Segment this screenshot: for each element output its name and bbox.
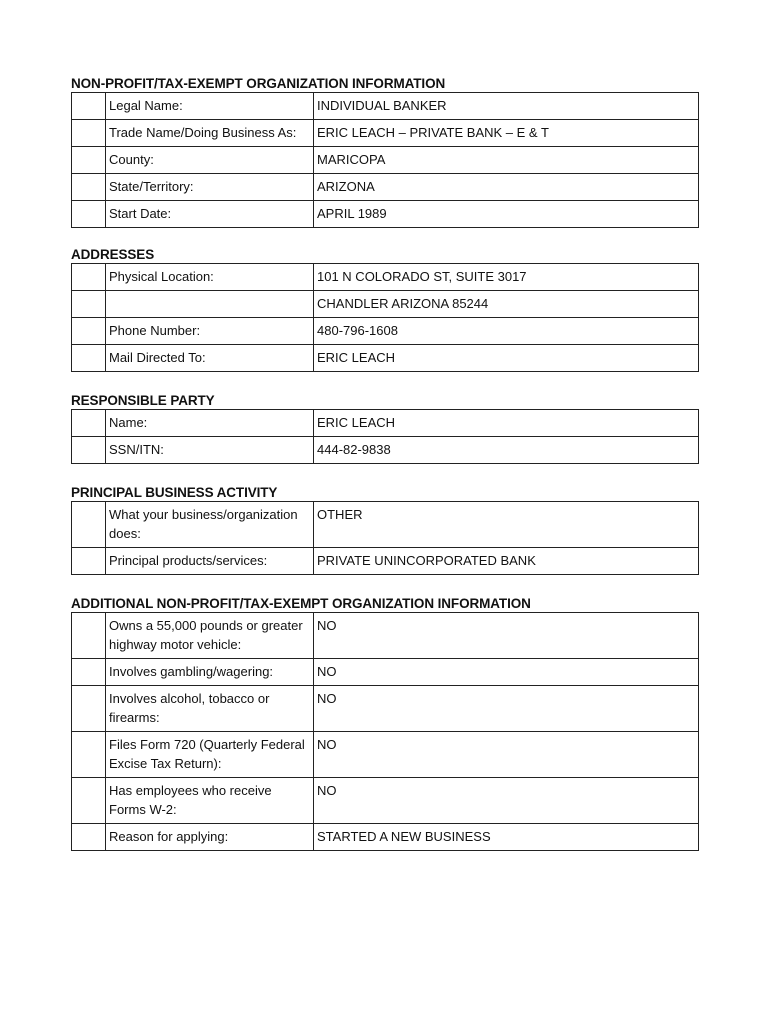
- row-marker-cell: [72, 613, 106, 659]
- field-value: NO: [314, 778, 699, 824]
- field-label: Name:: [106, 410, 314, 437]
- field-label: SSN/ITN:: [106, 437, 314, 464]
- field-value: ERIC LEACH: [314, 410, 699, 437]
- row-marker-cell: [72, 659, 106, 686]
- table-row: [72, 437, 699, 464]
- section-title: ADDRESSES: [71, 247, 155, 262]
- section-title: NON-PROFIT/TAX-EXEMPT ORGANIZATION INFORMATION: [71, 76, 446, 91]
- table-row: [72, 659, 699, 686]
- table-row: [72, 291, 699, 318]
- field-value: CHANDLER ARIZONA 85244: [314, 291, 699, 318]
- field-label: Physical Location:: [106, 264, 314, 291]
- field-label: Start Date:: [106, 201, 314, 228]
- field-value: 480-796-1608: [314, 318, 699, 345]
- info-table: [71, 501, 699, 575]
- section-addresses: [71, 246, 698, 372]
- table-row: [72, 345, 699, 372]
- row-marker-cell: [72, 410, 106, 437]
- row-marker-cell: [72, 93, 106, 120]
- row-marker-cell: [72, 732, 106, 778]
- field-value: NO: [314, 686, 699, 732]
- table-row: [72, 824, 699, 851]
- field-label: What your business/organization does:: [106, 502, 314, 548]
- table-row: [72, 147, 699, 174]
- table-row: [72, 502, 699, 548]
- field-value: ERIC LEACH: [314, 345, 699, 372]
- field-label: Reason for applying:: [106, 824, 314, 851]
- field-value: APRIL 1989: [314, 201, 699, 228]
- table-row: [72, 686, 699, 732]
- section-title: RESPONSIBLE PARTY: [71, 393, 215, 408]
- row-marker-cell: [72, 201, 106, 228]
- field-label: Mail Directed To:: [106, 345, 314, 372]
- field-value: INDIVIDUAL BANKER: [314, 93, 699, 120]
- table-row: [72, 613, 699, 659]
- row-marker-cell: [72, 147, 106, 174]
- table-row: [72, 732, 699, 778]
- field-value: NO: [314, 613, 699, 659]
- field-value: 444-82-9838: [314, 437, 699, 464]
- row-marker-cell: [72, 824, 106, 851]
- table-row: [72, 410, 699, 437]
- row-marker-cell: [72, 778, 106, 824]
- row-marker-cell: [72, 318, 106, 345]
- field-value: STARTED A NEW BUSINESS: [314, 824, 699, 851]
- field-value: ERIC LEACH – PRIVATE BANK – E & T: [314, 120, 699, 147]
- table-row: [72, 264, 699, 291]
- field-value: NO: [314, 659, 699, 686]
- row-marker-cell: [72, 291, 106, 318]
- section-organization-info: [71, 75, 698, 228]
- field-label: Principal products/services:: [106, 548, 314, 575]
- table-row: [72, 201, 699, 228]
- table-row: [72, 174, 699, 201]
- field-label: Has employees who receive Forms W-2:: [106, 778, 314, 824]
- table-row: [72, 93, 699, 120]
- field-label: Phone Number:: [106, 318, 314, 345]
- field-label: Involves alcohol, tobacco or firearms:: [106, 686, 314, 732]
- table-row: [72, 318, 699, 345]
- field-label: Legal Name:: [106, 93, 314, 120]
- section-responsible-party: [71, 392, 698, 464]
- info-table: [71, 409, 699, 464]
- field-label: State/Territory:: [106, 174, 314, 201]
- field-label: [106, 291, 314, 318]
- field-label: Involves gambling/wagering:: [106, 659, 314, 686]
- field-value: 101 N COLORADO ST, SUITE 3017: [314, 264, 699, 291]
- field-value: OTHER: [314, 502, 699, 548]
- row-marker-cell: [72, 345, 106, 372]
- row-marker-cell: [72, 686, 106, 732]
- section-additional-info: [71, 595, 698, 851]
- field-value: MARICOPA: [314, 147, 699, 174]
- section-title: PRINCIPAL BUSINESS ACTIVITY: [71, 485, 278, 500]
- row-marker-cell: [72, 174, 106, 201]
- info-table: [71, 263, 699, 372]
- table-row: [72, 120, 699, 147]
- section-title: ADDITIONAL NON-PROFIT/TAX-EXEMPT ORGANIZATION INFORMATION: [71, 596, 531, 611]
- field-label: Owns a 55,000 pounds or greater highway motor vehicle:: [106, 613, 314, 659]
- field-value: PRIVATE UNINCORPORATED BANK: [314, 548, 699, 575]
- info-table: [71, 612, 699, 851]
- row-marker-cell: [72, 120, 106, 147]
- info-table: [71, 92, 699, 228]
- field-value: ARIZONA: [314, 174, 699, 201]
- section-business-activity: [71, 484, 698, 575]
- table-row: [72, 548, 699, 575]
- field-label: Trade Name/Doing Business As:: [106, 120, 314, 147]
- row-marker-cell: [72, 264, 106, 291]
- row-marker-cell: [72, 548, 106, 575]
- field-value: NO: [314, 732, 699, 778]
- row-marker-cell: [72, 437, 106, 464]
- table-row: [72, 778, 699, 824]
- row-marker-cell: [72, 502, 106, 548]
- field-label: County:: [106, 147, 314, 174]
- field-label: Files Form 720 (Quarterly Federal Excise Tax Return):: [106, 732, 314, 778]
